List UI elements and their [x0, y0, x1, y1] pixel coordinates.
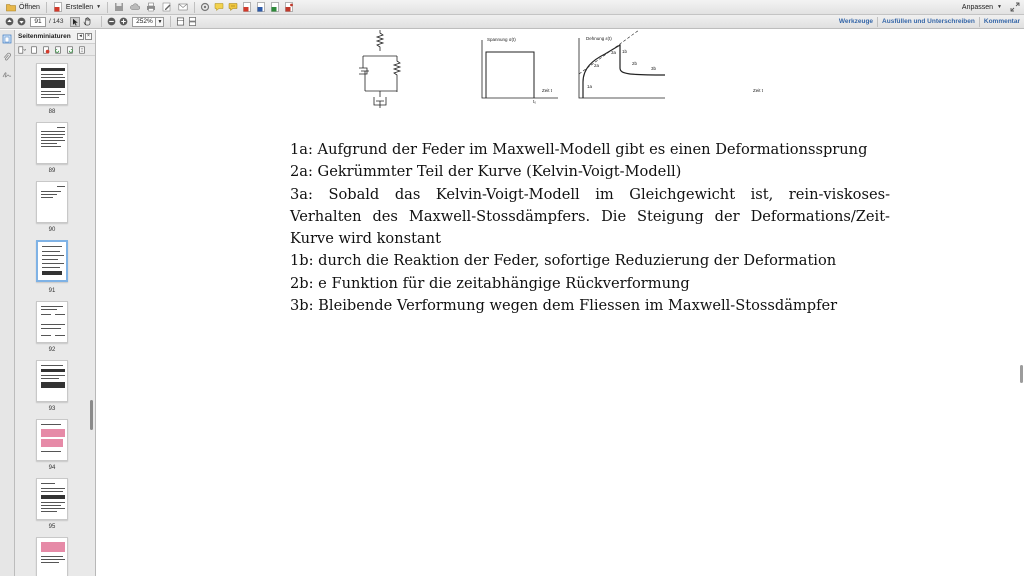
curve-tag: 1a [587, 84, 593, 89]
export-pdf-icon[interactable] [242, 2, 252, 12]
fill-sign-link[interactable]: Ausfüllen und Unterschreiben [882, 18, 975, 25]
thumbnail-label: 88 [48, 109, 56, 115]
thumbnail-page[interactable] [36, 63, 68, 105]
stress-axis-label: Spannung σ(t) [487, 37, 516, 42]
toolbar-divider [46, 2, 47, 13]
open-label: Öffnen [19, 3, 40, 11]
page-number-input[interactable]: 91 [30, 17, 46, 27]
thumbnail-page[interactable] [36, 360, 68, 402]
strain-time-plot [575, 30, 675, 108]
curve-tag: 2b [632, 61, 638, 66]
text-line: 3b: Bleibende Verformung wegen dem Fliessen im Maxwell-Stossdämpfer [290, 297, 838, 315]
thumbnail-label: 93 [48, 406, 56, 412]
excel-export-icon[interactable] [270, 2, 280, 12]
zoom-input[interactable]: 252% [132, 17, 156, 27]
hand-tool-icon[interactable] [82, 17, 92, 27]
thumbnail-label: 89 [48, 168, 56, 174]
sidebar-title: Seitenminiaturen [18, 33, 71, 40]
create-label: Erstellen [65, 3, 94, 11]
page-total: / 143 [49, 18, 64, 25]
explanation-text [290, 139, 890, 317]
navigation-pane-strip [0, 30, 15, 576]
options-menu-icon[interactable] [18, 46, 26, 54]
chevron-down-icon: ▼ [96, 4, 102, 10]
mail-icon[interactable] [178, 2, 188, 12]
signature-icon[interactable] [2, 70, 12, 80]
settings-icon[interactable] [200, 2, 210, 12]
rheology-figure [350, 30, 770, 108]
text-line: 1b: durch die Reaktion der Feder, sofortige Reduzierung der Deformation [290, 252, 837, 270]
text-line: 2a: Gekrümmter Teil der Kurve (Kelvin-Voigt-Modell) [290, 163, 682, 181]
comment-icon[interactable] [214, 2, 224, 12]
toolbar-divider [101, 16, 102, 27]
thumbnail-label: 94 [48, 465, 56, 471]
zoom-out-button[interactable] [106, 17, 116, 27]
thumbnail-list [15, 57, 89, 576]
thumbnail-label: 92 [48, 347, 56, 353]
curve-tag: 1b [622, 49, 628, 54]
fit-label[interactable]: Anpassen [961, 3, 994, 11]
stamp-icon[interactable] [228, 2, 238, 12]
single-page-view-icon[interactable] [175, 17, 185, 27]
thumbnail-page[interactable] [36, 122, 68, 164]
thumbnail-sidebar [15, 30, 96, 576]
curve-tag: 2a [594, 63, 600, 68]
delete-page-icon[interactable] [42, 46, 50, 54]
spring-damper-diagram [350, 30, 770, 108]
collapse-icon[interactable]: ◂ [77, 33, 84, 40]
previous-page-button[interactable] [4, 17, 14, 27]
create-button[interactable] [50, 1, 104, 14]
strain-time-label: Zeit t [753, 88, 764, 93]
scroll-view-icon[interactable] [187, 17, 197, 27]
thumbnail-label: 90 [48, 227, 56, 233]
sidebar-toolbar [15, 44, 95, 56]
sidebar-scroll-thumb[interactable] [90, 400, 93, 430]
zoom-in-button[interactable] [118, 17, 128, 27]
thumbnail-page[interactable] [36, 181, 68, 223]
text-line: Verhalten des Maxwell-Stossdämpfers. Die Steigung der Deformations/Zeit- [290, 207, 890, 225]
main-toolbar [0, 0, 1024, 15]
thumbnail-page[interactable] [36, 419, 68, 461]
cloud-upload-icon[interactable] [130, 2, 140, 12]
select-cursor-icon[interactable] [70, 17, 80, 27]
zoom-dropdown-button[interactable]: ▼ [156, 17, 164, 27]
folder-icon [6, 2, 16, 12]
secure-pdf-icon[interactable] [284, 2, 294, 12]
toolbar-divider [170, 16, 171, 27]
sidebar-scrollbar[interactable] [89, 57, 95, 576]
print-icon[interactable] [146, 2, 156, 12]
word-export-icon[interactable] [256, 2, 266, 12]
text-line: 2b: e Funktion für die zeitabhängige Rückverformung [290, 274, 690, 292]
text-line: Kurve wird konstant [290, 230, 441, 248]
text-line: 1a: Aufgrund der Feder im Maxwell-Modell gibt es einen Deformationssprung [290, 141, 868, 158]
thumbnail-label: 95 [48, 524, 56, 530]
curve-tag: 3a [611, 50, 617, 55]
stress-t0-label: t₀ [533, 99, 537, 104]
chevron-down-icon[interactable]: ▼ [997, 4, 1002, 10]
insert-page-icon[interactable] [30, 46, 38, 54]
text-line: 3a: Sobald das Kelvin-Voigt-Modell im Gleichgewicht ist, rein-viskoses- [290, 185, 890, 203]
stress-time-label: Zeit t [542, 88, 553, 93]
open-button[interactable] [3, 1, 43, 14]
thumbnail-page[interactable] [36, 537, 68, 576]
close-icon[interactable]: × [85, 33, 92, 40]
toolbar-divider [194, 2, 195, 13]
thumbnail-page[interactable] [36, 301, 68, 343]
rotate-left-icon[interactable] [54, 46, 62, 54]
page-thumbnails-icon[interactable] [2, 34, 12, 44]
document-scroll-thumb[interactable] [1020, 365, 1023, 383]
sidebar-header [15, 30, 95, 44]
curve-tag: 3b [651, 66, 657, 71]
page-properties-icon[interactable] [78, 46, 86, 54]
create-pdf-icon [53, 2, 63, 12]
edit-icon[interactable] [162, 2, 172, 12]
tools-link[interactable]: Werkzeuge [838, 18, 874, 25]
toolbar-divider [107, 2, 108, 13]
comment-link[interactable]: Kommentar [983, 18, 1020, 25]
document-view [97, 30, 1024, 576]
next-page-button[interactable] [16, 17, 26, 27]
thumbnail-label: 91 [48, 288, 56, 294]
rotate-right-icon[interactable] [66, 46, 74, 54]
thumbnail-page-selected[interactable] [36, 240, 68, 282]
attachment-icon[interactable] [2, 52, 12, 62]
thumbnail-page[interactable] [36, 478, 68, 520]
navigation-toolbar [0, 15, 1024, 29]
save-icon[interactable] [114, 2, 124, 12]
expand-icon[interactable] [1010, 2, 1020, 12]
strain-axis-label: Dehnung ε(t) [586, 36, 612, 41]
